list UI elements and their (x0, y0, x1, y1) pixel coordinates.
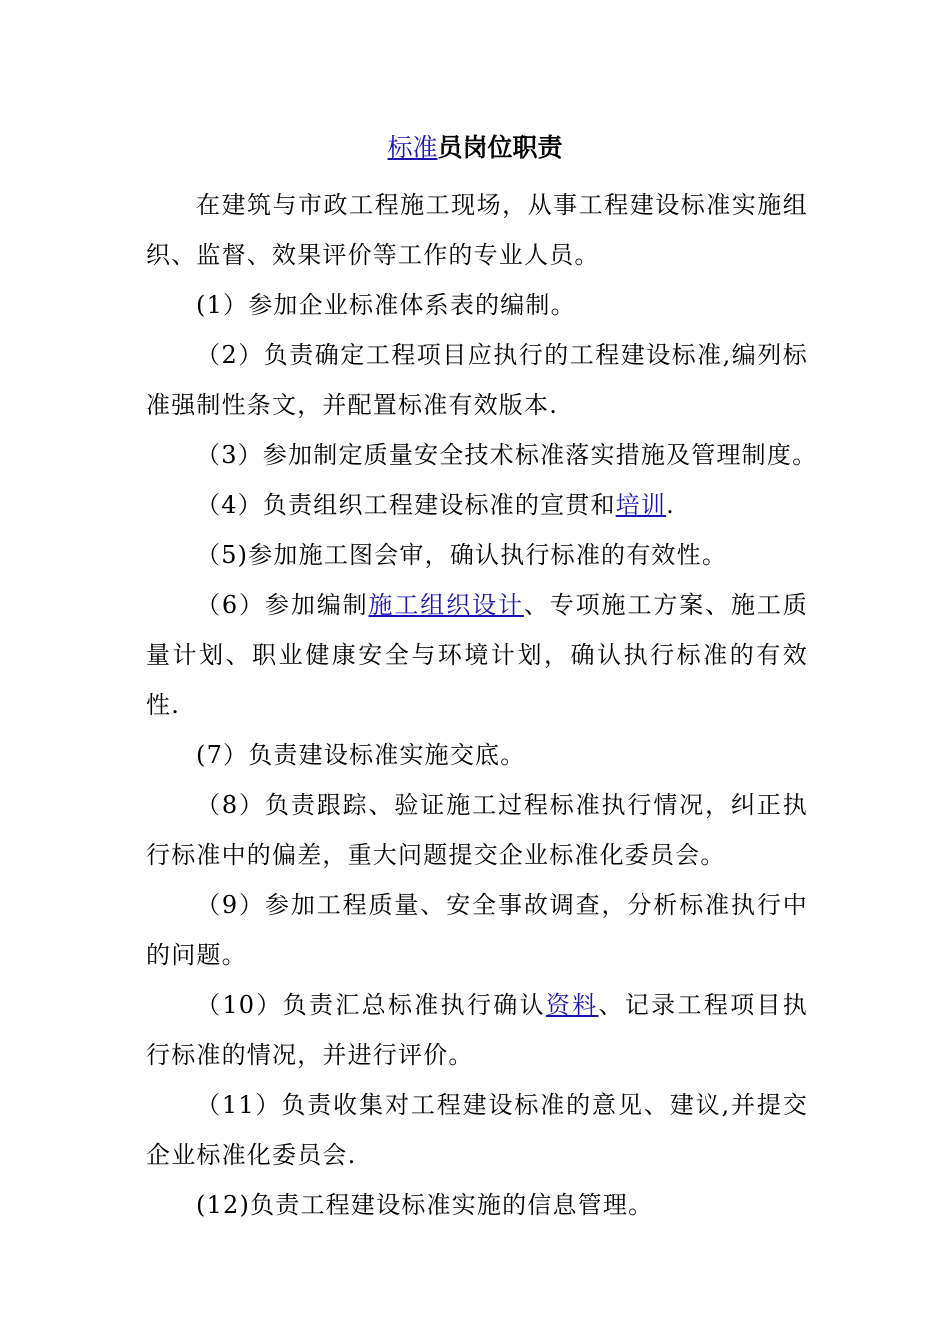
item-10-text: （10）负责汇总标准执行确认 (196, 991, 546, 1019)
item-4-text: （4）负责组织工程建设标准的宣贯和 (196, 491, 616, 519)
item-5: （5)参加施工图会审，确认执行标准的有效性。 (196, 541, 728, 569)
item-3: （3）参加制定质量安全技术标准落实措施及管理制度。 (196, 441, 818, 469)
training-link[interactable]: 培训 (615, 491, 667, 519)
page-title (0, 130, 950, 166)
item-12: (12)负责工程建设标准实施的信息管理。 (196, 1191, 654, 1219)
materials-link[interactable]: 资料 (545, 991, 599, 1019)
item-1: (1）参加企业标准体系表的编制。 (196, 291, 576, 319)
item-9: （9）参加工程质量、安全事故调查，分析标准执行中的问题。 (146, 891, 808, 969)
title-link[interactable]: 标准 (387, 133, 438, 162)
title-text: 员岗位职责 (437, 133, 563, 162)
item-6-end: 、专项施工方案、施工质量计划、职业健康安全与环境计划，确认执行标准的有效性. (146, 591, 808, 719)
item-4-end: . (666, 491, 675, 519)
item-10 (146, 980, 808, 1080)
document-body (146, 180, 818, 1230)
item-11: （11）负责收集对工程建设标准的意见、建议,并提交企业标准化委员会. (146, 1091, 808, 1169)
item-10-end: 、记录工程项目执行标准的情况，并进行评价。 (146, 991, 808, 1069)
construction-design-link[interactable]: 施工组织设计 (368, 591, 524, 619)
item-6-text: （6）参加编制 (196, 591, 369, 619)
intro-paragraph: 在建筑与市政工程施工现场，从事工程建设标准实施组织、监督、效果评价等工作的专业人员。 (146, 191, 808, 269)
item-6 (146, 580, 808, 730)
item-7: (7）负责建设标准实施交底。 (196, 741, 526, 769)
item-2: （2）负责确定工程项目应执行的工程建设标准,编列标准强制性条文，并配置标准有效版本. (146, 341, 808, 419)
item-8: （8）负责跟踪、验证施工过程标准执行情况，纠正执行标准中的偏差，重大问题提交企业标准化委员会。 (146, 791, 808, 869)
item-4 (146, 480, 808, 530)
